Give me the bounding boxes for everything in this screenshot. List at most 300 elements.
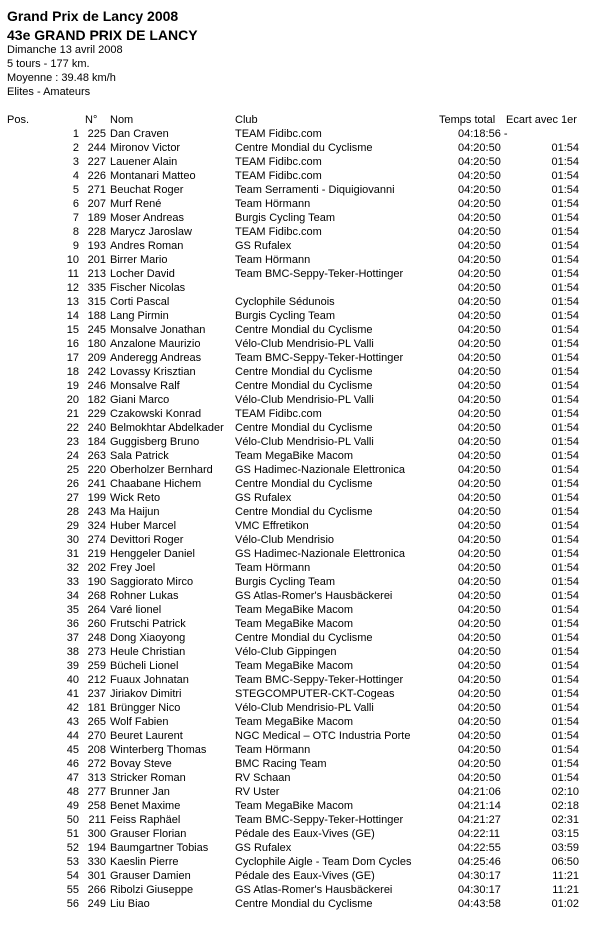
table-row <box>0 184 606 198</box>
club-cell: TEAM Fidibc.com <box>235 128 322 140</box>
table-row <box>0 240 606 254</box>
total-time-cell: 04:20:50 <box>458 296 501 308</box>
rider-name-cell: Huber Marcel <box>110 520 177 532</box>
position-cell: 7 <box>72 212 79 224</box>
club-cell: Team MegaBike Macom <box>235 604 353 616</box>
table-row <box>0 128 606 142</box>
club-cell: GS Hadimec-Nazionale Elettronica <box>235 548 405 560</box>
total-time-cell: 04:20:50 <box>458 408 501 420</box>
gap-cell: 01:54 <box>551 506 579 518</box>
gap-cell: 01:54 <box>551 618 579 630</box>
rider-name-cell: Belmokhtar Abdelkader <box>110 422 224 434</box>
bib-number-cell: 225 <box>87 128 106 140</box>
club-cell: Team Hörmann <box>235 744 311 756</box>
gap-cell: 01:54 <box>551 730 579 742</box>
position-cell: 29 <box>66 520 79 532</box>
table-row <box>0 366 606 380</box>
rider-name-cell: Czakowski Konrad <box>110 408 202 420</box>
position-cell: 19 <box>66 380 79 392</box>
club-cell: Team BMC-Seppy-Teker-Hottinger <box>235 674 404 686</box>
total-time-cell: 04:20:50 <box>458 352 501 364</box>
table-row <box>0 702 606 716</box>
bib-number-cell: 263 <box>87 450 106 462</box>
gap-cell: 11:21 <box>552 884 579 896</box>
bib-number-cell: 241 <box>87 478 106 490</box>
table-row <box>0 618 606 632</box>
bib-number-cell: 184 <box>87 436 106 448</box>
table-row <box>0 842 606 856</box>
club-cell: NGC Medical – OTC Industria Porte <box>235 730 411 742</box>
position-cell: 35 <box>66 604 79 616</box>
race-category: Elites - Amateurs <box>7 86 91 98</box>
position-cell: 26 <box>66 478 79 490</box>
total-time-cell: 04:43:58 <box>458 898 501 910</box>
club-cell: GS Rufalex <box>235 492 292 504</box>
table-row <box>0 464 606 478</box>
bib-number-cell: 227 <box>87 156 106 168</box>
bib-number-cell: 228 <box>87 226 106 238</box>
total-time-cell: 04:20:50 <box>458 338 501 350</box>
gap-cell: 01:54 <box>551 576 579 588</box>
position-cell: 20 <box>66 394 79 406</box>
rider-name-cell: Lang Pirmin <box>110 310 169 322</box>
position-cell: 24 <box>66 450 79 462</box>
bib-number-cell: 277 <box>87 786 106 798</box>
gap-cell: 01:54 <box>551 450 579 462</box>
club-cell: GS Rufalex <box>235 240 292 252</box>
club-cell: VMC Effretikon <box>235 520 309 532</box>
club-cell: Team MegaBike Macom <box>235 450 353 462</box>
document-title: Grand Prix de Lancy 2008 <box>7 8 179 24</box>
total-time-cell: 04:25:46 <box>458 856 501 868</box>
gap-cell: 02:18 <box>551 800 579 812</box>
bib-number-cell: 300 <box>87 828 106 840</box>
bib-number-cell: 270 <box>87 730 106 742</box>
position-cell: 53 <box>66 856 79 868</box>
rider-name-cell: Marycz Jaroslaw <box>110 226 192 238</box>
rider-name-cell: Varé lionel <box>110 604 162 616</box>
total-time-cell: 04:22:11 <box>458 828 501 840</box>
total-time-cell: 04:20:50 <box>458 534 501 546</box>
total-time-cell: 04:20:50 <box>458 492 501 504</box>
rider-name-cell: Stricker Roman <box>110 772 186 784</box>
club-cell: GS Rufalex <box>235 842 292 854</box>
position-cell: 48 <box>66 786 79 798</box>
bib-number-cell: 274 <box>87 534 106 546</box>
total-time-cell: 04:20:50 <box>458 716 501 728</box>
table-row <box>0 758 606 772</box>
gap-cell: 01:54 <box>551 646 579 658</box>
club-cell: Vélo-Club Mendrisio-PL Valli <box>235 338 374 350</box>
gap-cell: 01:54 <box>551 688 579 700</box>
position-cell: 22 <box>66 422 79 434</box>
position-cell: 30 <box>66 534 79 546</box>
club-cell: Cyclophile Sédunois <box>235 296 335 308</box>
table-row <box>0 394 606 408</box>
rider-name-cell: Montanari Matteo <box>110 170 196 182</box>
club-cell: Vélo-Club Mendrisio-PL Valli <box>235 394 374 406</box>
bib-number-cell: 212 <box>87 674 106 686</box>
total-time-cell: 04:20:50 <box>458 548 501 560</box>
total-time-cell: 04:20:50 <box>458 506 501 518</box>
table-row <box>0 632 606 646</box>
gap-cell: 01:54 <box>551 184 579 196</box>
table-row <box>0 786 606 800</box>
table-row <box>0 170 606 184</box>
position-cell: 11 <box>67 268 79 280</box>
club-cell: Vélo-Club Gippingen <box>235 646 337 658</box>
position-cell: 4 <box>72 170 79 182</box>
rider-name-cell: Brüngger Nico <box>110 702 181 714</box>
column-header-name: Nom <box>110 114 134 126</box>
table-row <box>0 590 606 604</box>
club-cell: TEAM Fidibc.com <box>235 156 322 168</box>
rider-name-cell: Monsalve Ralf <box>110 380 180 392</box>
bib-number-cell: 194 <box>87 842 106 854</box>
total-time-cell: 04:22:55 <box>458 842 501 854</box>
club-cell: Vélo-Club Mendrisio <box>235 534 335 546</box>
club-cell: Burgis Cycling Team <box>235 212 336 224</box>
total-time-cell: 04:20:50 <box>458 674 501 686</box>
position-cell: 2 <box>72 142 79 154</box>
position-cell: 52 <box>66 842 79 854</box>
rider-name-cell: Mironov Victor <box>110 142 181 154</box>
gap-cell: 01:54 <box>551 408 579 420</box>
club-cell: TEAM Fidibc.com <box>235 408 322 420</box>
bib-number-cell: 188 <box>87 310 106 322</box>
club-cell: Team Hörmann <box>235 254 311 266</box>
rider-name-cell: Jiriakov Dimitri <box>110 688 182 700</box>
bib-number-cell: 229 <box>87 408 106 420</box>
gap-cell: 01:54 <box>551 226 579 238</box>
table-row <box>0 856 606 870</box>
total-time-cell: 04:20:50 <box>458 380 501 392</box>
rider-name-cell: Anderegg Andreas <box>110 352 202 364</box>
rider-name-cell: Wolf Fabien <box>110 716 169 728</box>
total-time-cell: 04:30:17 <box>458 870 501 882</box>
bib-number-cell: 266 <box>87 884 106 896</box>
total-time-cell: 04:20:50 <box>458 772 501 784</box>
rider-name-cell: Beuret Laurent <box>110 730 183 742</box>
gap-cell: 01:54 <box>551 548 579 560</box>
bib-number-cell: 237 <box>87 688 106 700</box>
rider-name-cell: Bovay Steve <box>110 758 172 770</box>
total-time-cell: 04:20:50 <box>458 142 501 154</box>
gap-cell: 06:50 <box>551 856 579 868</box>
club-cell: Team Serramenti - Diquigiovanni <box>235 184 395 196</box>
bib-number-cell: 258 <box>87 800 106 812</box>
position-cell: 38 <box>66 646 79 658</box>
position-cell: 21 <box>66 408 79 420</box>
gap-cell: 01:54 <box>551 702 579 714</box>
position-cell: 44 <box>66 730 79 742</box>
table-row <box>0 534 606 548</box>
total-time-cell: 04:21:06 <box>458 786 501 798</box>
bib-number-cell: 330 <box>87 856 106 868</box>
bib-number-cell: 301 <box>87 870 106 882</box>
club-cell: Team MegaBike Macom <box>235 716 353 728</box>
rider-name-cell: Ma Haijun <box>110 506 160 518</box>
club-cell: Team MegaBike Macom <box>235 618 353 630</box>
club-cell: Centre Mondial du Cyclisme <box>235 506 373 518</box>
table-row <box>0 744 606 758</box>
club-cell: Centre Mondial du Cyclisme <box>235 632 373 644</box>
position-cell: 56 <box>66 898 79 910</box>
rider-name-cell: Locher David <box>110 268 175 280</box>
rider-name-cell: Bücheli Lionel <box>110 660 179 672</box>
bib-number-cell: 220 <box>87 464 106 476</box>
gap-cell: 01:54 <box>551 590 579 602</box>
total-time-cell: 04:20:50 <box>458 268 501 280</box>
position-cell: 40 <box>66 674 79 686</box>
bib-number-cell: 199 <box>87 492 106 504</box>
club-cell: GS Hadimec-Nazionale Elettronica <box>235 464 405 476</box>
club-cell: Team MegaBike Macom <box>235 660 353 672</box>
position-cell: 8 <box>72 226 79 238</box>
club-cell: Team BMC-Seppy-Teker-Hottinger <box>235 352 404 364</box>
bib-number-cell: 246 <box>87 380 106 392</box>
rider-name-cell: Lovassy Krisztian <box>110 366 196 378</box>
club-cell: RV Schaan <box>235 772 291 784</box>
total-time-cell: 04:20:50 <box>458 632 501 644</box>
rider-name-cell: Chaabane Hichem <box>110 478 202 490</box>
rider-name-cell: Anzalone Maurizio <box>110 338 201 350</box>
rider-name-cell: Frey Joel <box>110 562 156 574</box>
table-row <box>0 660 606 674</box>
bib-number-cell: 271 <box>87 184 106 196</box>
total-time-cell: 04:20:50 <box>458 240 501 252</box>
gap-cell: 01:54 <box>551 422 579 434</box>
position-cell: 41 <box>66 688 79 700</box>
rider-name-cell: Guggisberg Bruno <box>110 436 200 448</box>
table-row <box>0 506 606 520</box>
club-cell: TEAM Fidibc.com <box>235 226 322 238</box>
position-cell: 43 <box>66 716 79 728</box>
position-cell: 25 <box>66 464 79 476</box>
total-time-cell: 04:20:50 <box>458 576 501 588</box>
table-row <box>0 772 606 786</box>
rider-name-cell: Beuchat Roger <box>110 184 184 196</box>
club-cell: Burgis Cycling Team <box>235 576 336 588</box>
total-time-cell: 04:20:50 <box>458 212 501 224</box>
rider-name-cell: Ribolzi Giuseppe <box>110 884 194 896</box>
gap-cell: 01:54 <box>551 338 579 350</box>
gap-cell: 01:54 <box>551 632 579 644</box>
position-cell: 33 <box>66 576 79 588</box>
total-time-cell: 04:20:50 <box>458 310 501 322</box>
bib-number-cell: 182 <box>87 394 106 406</box>
total-time-cell: 04:18:56 - <box>458 128 508 140</box>
club-cell: Centre Mondial du Cyclisme <box>235 422 373 434</box>
gap-cell: 01:54 <box>551 478 579 490</box>
total-time-cell: 04:20:50 <box>458 226 501 238</box>
rider-name-cell: Kaeslin Pierre <box>110 856 179 868</box>
gap-cell: 01:54 <box>551 296 579 308</box>
club-cell: RV Uster <box>235 786 280 798</box>
gap-cell: 01:54 <box>551 492 579 504</box>
rider-name-cell: Murf René <box>110 198 162 210</box>
position-cell: 12 <box>66 282 79 294</box>
table-row <box>0 156 606 170</box>
rider-name-cell: Monsalve Jonathan <box>110 324 206 336</box>
total-time-cell: 04:20:50 <box>458 730 501 742</box>
rider-name-cell: Devittori Roger <box>110 534 184 546</box>
gap-cell: 01:54 <box>551 240 579 252</box>
table-row <box>0 212 606 226</box>
bib-number-cell: 181 <box>87 702 106 714</box>
rider-name-cell: Sala Patrick <box>110 450 169 462</box>
total-time-cell: 04:20:50 <box>458 282 501 294</box>
gap-cell: 01:54 <box>551 352 579 364</box>
bib-number-cell: 190 <box>87 576 106 588</box>
club-cell: Vélo-Club Mendrisio-PL Valli <box>235 702 374 714</box>
rider-name-cell: Wick Reto <box>110 492 161 504</box>
bib-number-cell: 201 <box>87 254 106 266</box>
club-cell: Team MegaBike Macom <box>235 800 353 812</box>
position-cell: 27 <box>66 492 79 504</box>
table-row <box>0 436 606 450</box>
club-cell: GS Atlas-Romer's Hausbäckerei <box>235 884 393 896</box>
gap-cell: 03:15 <box>551 828 579 840</box>
bib-number-cell: 193 <box>87 240 106 252</box>
bib-number-cell: 272 <box>87 758 106 770</box>
gap-cell: 01:54 <box>551 212 579 224</box>
bib-number-cell: 260 <box>87 618 106 630</box>
total-time-cell: 04:20:50 <box>458 464 501 476</box>
position-cell: 50 <box>66 814 79 826</box>
rider-name-cell: Henggeler Daniel <box>110 548 195 560</box>
rider-name-cell: Feiss Raphäel <box>110 814 181 826</box>
race-name: 43e GRAND PRIX DE LANCY <box>7 27 198 43</box>
total-time-cell: 04:20:50 <box>458 198 501 210</box>
table-row <box>0 828 606 842</box>
total-time-cell: 04:30:17 <box>458 884 501 896</box>
position-cell: 46 <box>66 758 79 770</box>
gap-cell: 01:54 <box>551 674 579 686</box>
table-row <box>0 870 606 884</box>
total-time-cell: 04:20:50 <box>458 660 501 672</box>
gap-cell: 01:54 <box>551 380 579 392</box>
table-row <box>0 548 606 562</box>
position-cell: 17 <box>66 352 79 364</box>
gap-cell: 01:54 <box>551 142 579 154</box>
rider-name-cell: Dan Craven <box>110 128 169 140</box>
gap-cell: 01:54 <box>551 436 579 448</box>
bib-number-cell: 244 <box>87 142 106 154</box>
table-row <box>0 688 606 702</box>
position-cell: 36 <box>66 618 79 630</box>
position-cell: 28 <box>66 506 79 518</box>
rider-name-cell: Heule Christian <box>110 646 186 658</box>
bib-number-cell: 324 <box>87 520 106 532</box>
rider-name-cell: Frutschi Patrick <box>110 618 186 630</box>
column-header-club: Club <box>235 114 258 126</box>
position-cell: 47 <box>66 772 79 784</box>
gap-cell: 02:31 <box>551 814 579 826</box>
bib-number-cell: 245 <box>87 324 106 336</box>
position-cell: 15 <box>66 324 79 336</box>
bib-number-cell: 315 <box>87 296 106 308</box>
total-time-cell: 04:21:14 <box>458 800 501 812</box>
total-time-cell: 04:20:50 <box>458 618 501 630</box>
total-time-cell: 04:20:50 <box>458 590 501 602</box>
gap-cell: 11:21 <box>552 870 579 882</box>
table-row <box>0 898 606 912</box>
race-date: Dimanche 13 avril 2008 <box>7 44 123 56</box>
gap-cell: 01:54 <box>551 170 579 182</box>
rider-name-cell: Liu Biao <box>110 898 150 910</box>
bib-number-cell: 213 <box>87 268 106 280</box>
table-row <box>0 814 606 828</box>
total-time-cell: 04:20:50 <box>458 478 501 490</box>
club-cell: BMC Racing Team <box>235 758 327 770</box>
gap-cell: 01:54 <box>551 310 579 322</box>
gap-cell: 01:54 <box>551 604 579 616</box>
club-cell: GS Atlas-Romer's Hausbäckerei <box>235 590 393 602</box>
club-cell: Cyclophile Aigle - Team Dom Cycles <box>235 856 412 868</box>
bib-number-cell: 243 <box>87 506 106 518</box>
total-time-cell: 04:20:50 <box>458 184 501 196</box>
club-cell: Centre Mondial du Cyclisme <box>235 366 373 378</box>
table-row <box>0 478 606 492</box>
total-time-cell: 04:20:50 <box>458 604 501 616</box>
table-row <box>0 254 606 268</box>
bib-number-cell: 259 <box>87 660 106 672</box>
rider-name-cell: Baumgartner Tobias <box>110 842 209 854</box>
bib-number-cell: 248 <box>87 632 106 644</box>
rider-name-cell: Lauener Alain <box>110 156 178 168</box>
gap-cell: 01:54 <box>551 268 579 280</box>
position-cell: 9 <box>72 240 79 252</box>
table-row <box>0 338 606 352</box>
bib-number-cell: 219 <box>87 548 106 560</box>
table-row <box>0 674 606 688</box>
rider-name-cell: Benet Maxime <box>110 800 181 812</box>
rider-name-cell: Andres Roman <box>110 240 184 252</box>
bib-number-cell: 207 <box>87 198 106 210</box>
bib-number-cell: 202 <box>87 562 106 574</box>
position-cell: 23 <box>66 436 79 448</box>
table-row <box>0 422 606 436</box>
gap-cell: 01:54 <box>551 254 579 266</box>
position-cell: 45 <box>66 744 79 756</box>
gap-cell: 01:54 <box>551 324 579 336</box>
rider-name-cell: Fischer Nicolas <box>110 282 186 294</box>
position-cell: 51 <box>66 828 79 840</box>
total-time-cell: 04:20:50 <box>458 254 501 266</box>
table-row <box>0 268 606 282</box>
total-time-cell: 04:20:50 <box>458 156 501 168</box>
rider-name-cell: Grauser Florian <box>110 828 187 840</box>
total-time-cell: 04:20:50 <box>458 436 501 448</box>
club-cell: TEAM Fidibc.com <box>235 170 322 182</box>
club-cell: Centre Mondial du Cyclisme <box>235 324 373 336</box>
bib-number-cell: 240 <box>87 422 106 434</box>
total-time-cell: 04:20:50 <box>458 744 501 756</box>
rider-name-cell: Brunner Jan <box>110 786 170 798</box>
rider-name-cell: Oberholzer Bernhard <box>110 464 213 476</box>
table-row <box>0 730 606 744</box>
table-row <box>0 296 606 310</box>
total-time-cell: 04:20:50 <box>458 324 501 336</box>
rider-name-cell: Corti Pascal <box>110 296 170 308</box>
club-cell: Team Hörmann <box>235 562 311 574</box>
gap-cell: 01:54 <box>551 772 579 784</box>
bib-number-cell: 226 <box>87 170 106 182</box>
gap-cell: 01:54 <box>551 156 579 168</box>
total-time-cell: 04:20:50 <box>458 646 501 658</box>
position-cell: 34 <box>66 590 79 602</box>
